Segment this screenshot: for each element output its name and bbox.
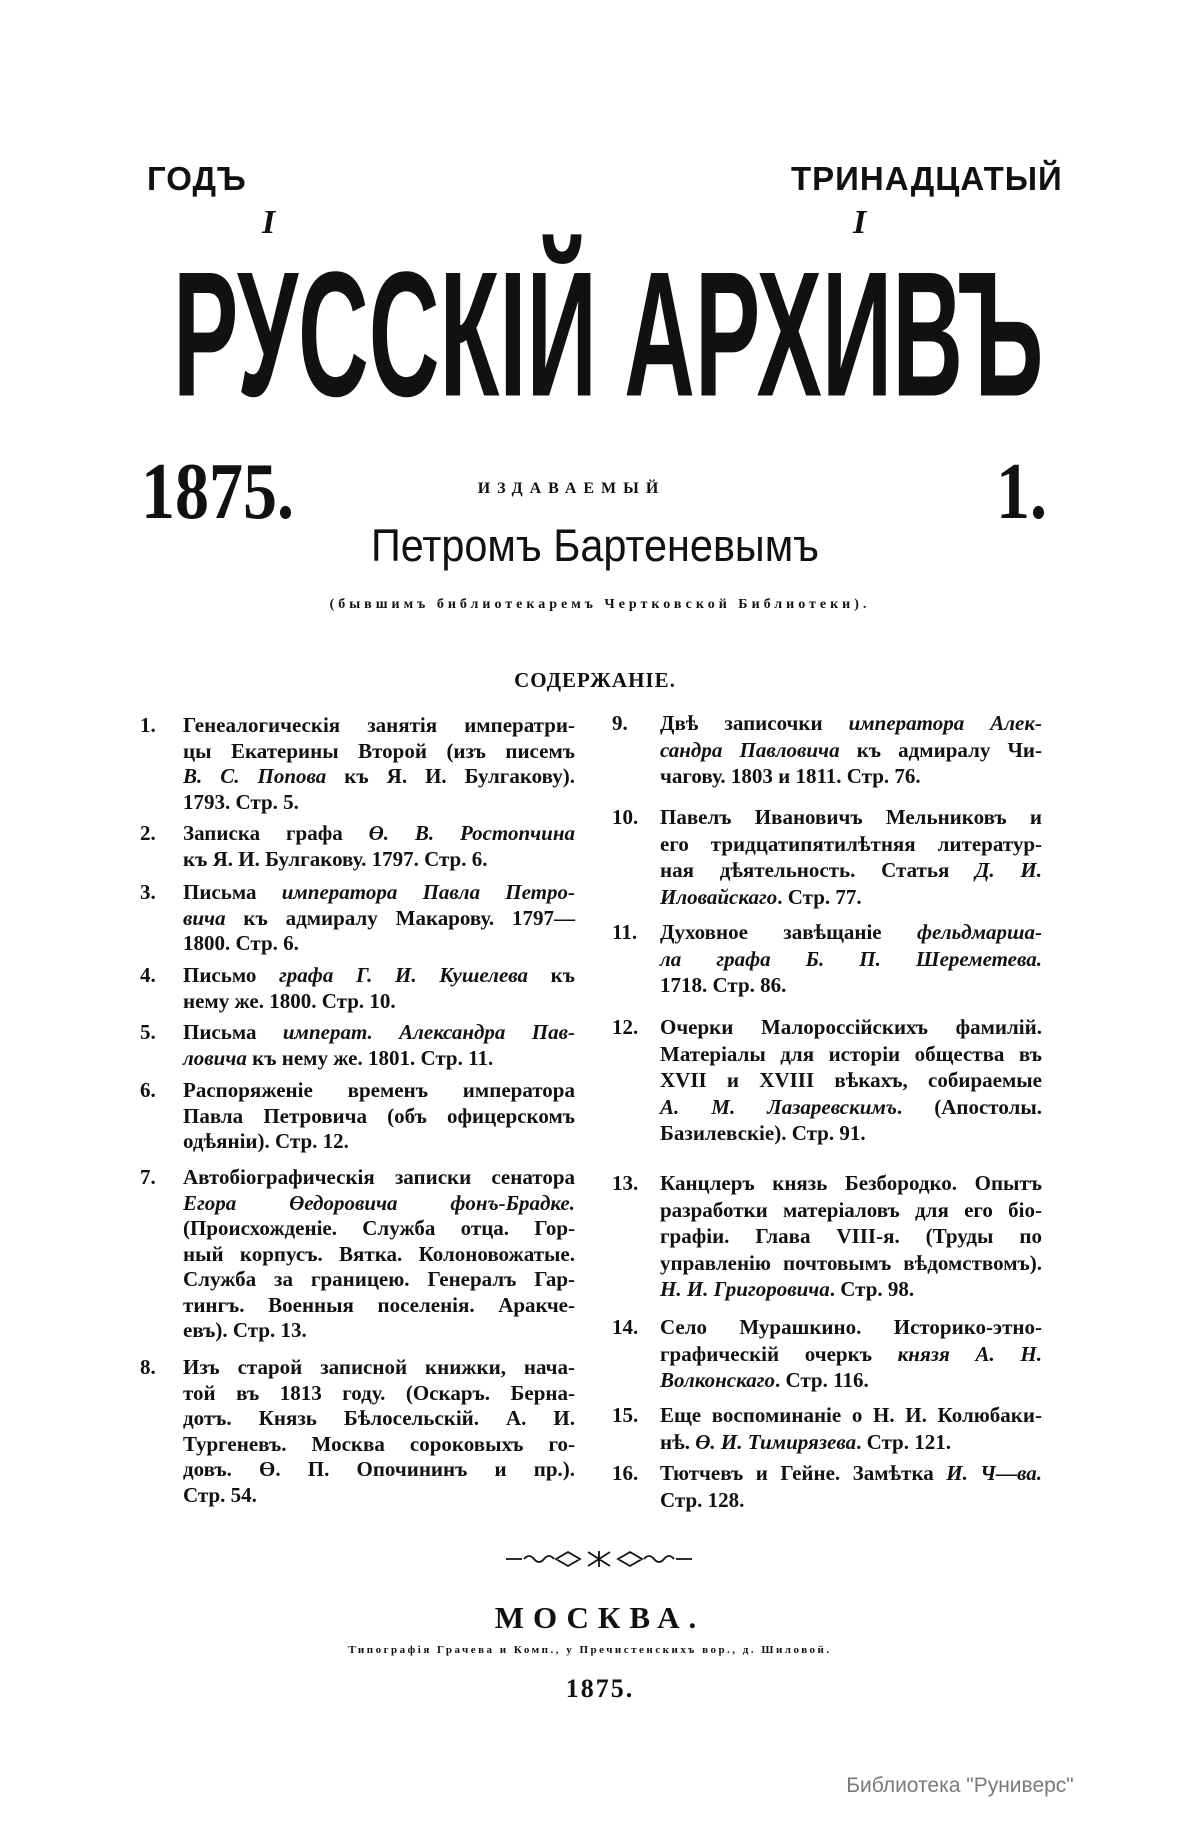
entry-line — [183, 789, 575, 815]
masthead — [173, 235, 1044, 435]
entry-text: Стр. 54. — [183, 1482, 257, 1507]
entry-line — [183, 905, 575, 931]
entry-line — [183, 1241, 575, 1267]
entry-line — [183, 988, 575, 1014]
entry-line — [660, 857, 1042, 883]
entry-text: Очерки Малороссійскихъ фамилій. — [660, 1015, 1042, 1039]
entry-line — [183, 820, 575, 846]
year-number: 1875. — [141, 448, 294, 536]
entry-author-text: Ө. И. Тимирязева — [695, 1429, 857, 1454]
entry-number: 5. — [140, 1020, 156, 1044]
entry-line — [660, 710, 1042, 736]
entry-line — [183, 1215, 575, 1241]
entry-text: нѣ. — [660, 1429, 696, 1454]
entry-text: ная дѣятельность. Статья — [660, 858, 976, 882]
entry-line — [660, 1314, 1042, 1340]
ornament-divider — [504, 1550, 694, 1568]
entry-line — [183, 1292, 575, 1318]
entry-text: Служба за границею. Генералъ Гар- — [183, 1267, 575, 1291]
entry-text: . Стр. 116. — [774, 1368, 869, 1392]
entry-text: . Стр. 98. — [829, 1277, 915, 1301]
entry-text: . Стр. 121. — [856, 1429, 951, 1454]
title-accent-mark: I — [262, 204, 276, 241]
entry-line — [660, 1250, 1042, 1276]
entry-text: Распоряженіе временъ императора — [183, 1078, 575, 1102]
entry-number: 8. — [140, 1355, 156, 1379]
entry-author-text: И. Ч—ва. — [946, 1461, 1042, 1485]
entry-author-text: графа Г. И. Кушелева — [279, 963, 529, 987]
entry-text: ный корпусъ. Вятка. Колоновожатые. — [183, 1241, 575, 1266]
entry-line — [660, 1276, 1042, 1302]
entry-text: къ Я. И. Булгакову. 1797. Стр. 6. — [183, 846, 488, 871]
entry-line — [660, 1014, 1042, 1040]
entry-number: 3. — [140, 880, 156, 904]
entry-line — [183, 1380, 575, 1406]
entry-text: Еще воспоминаніе о Н. И. Колюбаки- — [660, 1403, 1042, 1427]
imprint-year: 1875. — [565, 1674, 635, 1703]
entry-text: Матеріалы для исторіи общества въ — [660, 1041, 1042, 1066]
entry-author-text: сандра Павловича — [660, 737, 840, 762]
entry-author-text: Ө. В. Ростопчина — [368, 821, 575, 845]
entry-line — [183, 1077, 575, 1103]
entry-text: 1793. Стр. 5. — [183, 789, 299, 814]
entry-line — [183, 1456, 575, 1482]
entry-number: 2. — [140, 821, 156, 845]
entry-number: 14. — [612, 1315, 639, 1339]
entry-text: (Происхожденіе. Служба отца. Гор- — [183, 1216, 575, 1240]
entry-number: 11. — [612, 920, 638, 944]
entry-author-text: князя А. Н. — [897, 1341, 1042, 1366]
entry-text: Село Мурашкино. Историко-этно- — [660, 1315, 1042, 1339]
entry-text: Тургеневъ. Москва сороковыхъ го- — [183, 1431, 575, 1456]
entry-line — [183, 1405, 575, 1431]
contents-heading: СОДЕРЖАНІЕ. — [514, 668, 676, 692]
entry-line — [660, 1460, 1042, 1486]
entry-line — [183, 1354, 575, 1380]
entry-text: 1800. Стр. 6. — [183, 931, 299, 955]
entry-text: къ адмиралу Чи- — [839, 737, 1042, 762]
entry-line — [660, 1223, 1042, 1249]
entry-text: той въ 1813 году. (Оскаръ. Берна- — [183, 1380, 575, 1405]
editor-role: (бывшимъ библиотекаремъ Чертковской Библиотеки). — [329, 597, 871, 612]
entry-line — [183, 879, 575, 905]
entry-number: 1. — [140, 713, 156, 737]
entry-text: разработки матеріаловъ для его біо- — [660, 1197, 1042, 1222]
entry-line — [183, 846, 575, 872]
entry-text: Двѣ записочки — [660, 711, 849, 735]
entry-line — [183, 1317, 575, 1343]
entry-line — [183, 763, 575, 789]
entry-text: Письмо — [183, 963, 280, 987]
entry-author-text: императ. Александра Пав- — [282, 1020, 575, 1044]
header-thirteenth-label: ТРИНАДЦАТЫЙ — [791, 160, 1063, 197]
entry-line — [660, 1067, 1042, 1093]
title-accent-mark: I — [853, 204, 867, 241]
entry-line — [660, 804, 1042, 830]
entry-author-text: В. С. Попова — [183, 764, 327, 788]
entry-text: Записка графа — [183, 821, 369, 845]
entry-author-text: императора Павла Петро- — [281, 880, 575, 904]
entry-line — [660, 1197, 1042, 1223]
entry-text: Письма — [183, 880, 282, 904]
imprint-printer: Типографія Грачева и Комп., у Пречистенскихъ вор., д. Шиловой. — [348, 1644, 832, 1656]
entry-line — [660, 831, 1042, 857]
entry-line — [183, 1266, 575, 1292]
entry-line — [660, 946, 1042, 972]
entry-text: къ нему же. 1801. Стр. 11. — [246, 1045, 494, 1070]
entry-text: Стр. 128. — [660, 1487, 745, 1512]
entry-author-text: Волконскаго — [660, 1368, 775, 1392]
entry-number: 7. — [140, 1165, 156, 1189]
editor-name: Петромъ Бартеневымъ — [370, 520, 820, 571]
entry-text: къ Я. И. Булгакову). — [326, 764, 575, 788]
masthead-title: РУССКІЙ АРХИВЪ — [173, 235, 1044, 435]
entry-author-text: Д. И. — [975, 858, 1042, 882]
entry-line — [660, 1429, 1042, 1455]
entry-line — [183, 1482, 575, 1508]
entry-number: 4. — [140, 963, 156, 987]
entry-author-text: ла графа Б. П. Шереметева. — [660, 946, 1042, 971]
entry-number: 6. — [140, 1078, 156, 1102]
entry-text: къ — [528, 963, 576, 987]
entry-line — [660, 884, 1042, 910]
entry-text: Павелъ Ивановичъ Мельниковъ и — [660, 805, 1042, 829]
entry-text: довъ. Ө. П. Опочининъ и пр.). — [183, 1457, 575, 1481]
entry-line — [183, 1019, 575, 1045]
entry-line — [183, 1164, 575, 1190]
entry-line — [660, 1041, 1042, 1067]
publisher-label: ИЗДАВАЕМЫЙ — [477, 480, 666, 497]
entry-text: . (Апостолы. — [896, 1094, 1042, 1119]
entry-number: 16. — [612, 1461, 639, 1485]
entry-text: графическій очеркъ — [660, 1341, 898, 1366]
issue-number: 1. — [996, 448, 1047, 536]
entry-line — [660, 1487, 1042, 1513]
entry-line — [660, 737, 1042, 763]
entry-line — [183, 1431, 575, 1457]
entry-line — [183, 962, 575, 988]
entry-line — [660, 1120, 1042, 1146]
entry-line — [660, 1367, 1042, 1393]
entry-number: 9. — [612, 711, 628, 735]
header-year-label: ГОДЪ — [147, 160, 247, 197]
entry-text: евъ). Стр. 13. — [183, 1318, 307, 1342]
entry-author-text: Н. И. Григоровича — [660, 1277, 830, 1301]
entry-line — [660, 919, 1042, 945]
entry-author-text: Егора Өедоровича фонъ-Брадке. — [183, 1190, 575, 1215]
entry-line — [660, 1094, 1042, 1120]
entry-text: дотъ. Князь Бѣлосельскій. А. И. — [183, 1406, 575, 1430]
entry-line — [660, 1341, 1042, 1367]
entry-number: 15. — [612, 1403, 639, 1427]
entry-text: одѣяніи). Стр. 12. — [183, 1129, 349, 1153]
entry-line — [183, 1045, 575, 1071]
entry-author-text: А. М. Лазаревскимъ — [660, 1094, 897, 1119]
entry-text: Базилевскіе). Стр. 91. — [660, 1121, 866, 1145]
entry-text: его тридцатипятилѣтняя литератур- — [660, 831, 1042, 856]
entry-line — [660, 1402, 1042, 1428]
entry-line — [660, 1170, 1042, 1196]
entry-author-text: вича — [183, 905, 226, 930]
entry-text: Письма — [183, 1020, 283, 1044]
entry-text: Изъ старой записной книжки, нача- — [183, 1355, 575, 1379]
entry-line — [183, 738, 575, 764]
entry-text: графіи. Глава VIII-я. (Труды по — [660, 1224, 1042, 1248]
entry-number: 13. — [612, 1171, 639, 1195]
entry-line — [183, 930, 575, 956]
entry-text: Канцлеръ князь Безбородко. Опытъ — [660, 1171, 1042, 1195]
imprint-city: МОСКВА. — [494, 1600, 706, 1635]
entry-number: 10. — [612, 805, 639, 829]
entry-text: тингъ. Военныя поселенія. Аракче- — [183, 1292, 575, 1317]
entry-text: цы Екатерины Второй (изъ писемъ — [183, 738, 575, 763]
entry-line — [183, 1128, 575, 1154]
entry-text: . Стр. 77. — [777, 884, 862, 909]
entry-text: Павла Петровича (объ офицерскомъ — [183, 1103, 575, 1128]
entry-text: нему же. 1800. Стр. 10. — [183, 988, 396, 1013]
entry-author-text: ловича — [183, 1045, 247, 1070]
entry-text: 1718. Стр. 86. — [660, 973, 787, 997]
entry-text: Духовное завѣщаніе — [660, 920, 917, 944]
entry-number: 12. — [612, 1015, 639, 1039]
entry-text: XVII и XVIII вѣкахъ, собираемые — [660, 1068, 1042, 1092]
library-watermark: Библиотека "Руниверс" — [846, 1774, 1074, 1797]
entry-line — [183, 1190, 575, 1216]
entry-text: Генеалогическія занятія императри- — [183, 713, 575, 737]
entry-author-text: Иловайскаго — [660, 884, 778, 909]
entry-author-text: фельдмарша- — [917, 920, 1042, 944]
entry-line — [660, 972, 1042, 998]
entry-line — [660, 763, 1042, 789]
entry-text: управленію почтовымъ вѣдомствомъ). — [660, 1250, 1042, 1275]
entry-text: къ адмиралу Макарову. 1797— — [225, 905, 575, 930]
entry-text: Автобіографическія записки сенатора — [183, 1165, 575, 1189]
entry-line — [183, 1103, 575, 1129]
entry-line — [183, 712, 575, 738]
entry-text: Тютчевъ и Гейне. Замѣтка — [660, 1461, 947, 1485]
entry-text: чагову. 1803 и 1811. Стр. 76. — [660, 764, 921, 788]
entry-author-text: императора Алек- — [848, 711, 1042, 735]
